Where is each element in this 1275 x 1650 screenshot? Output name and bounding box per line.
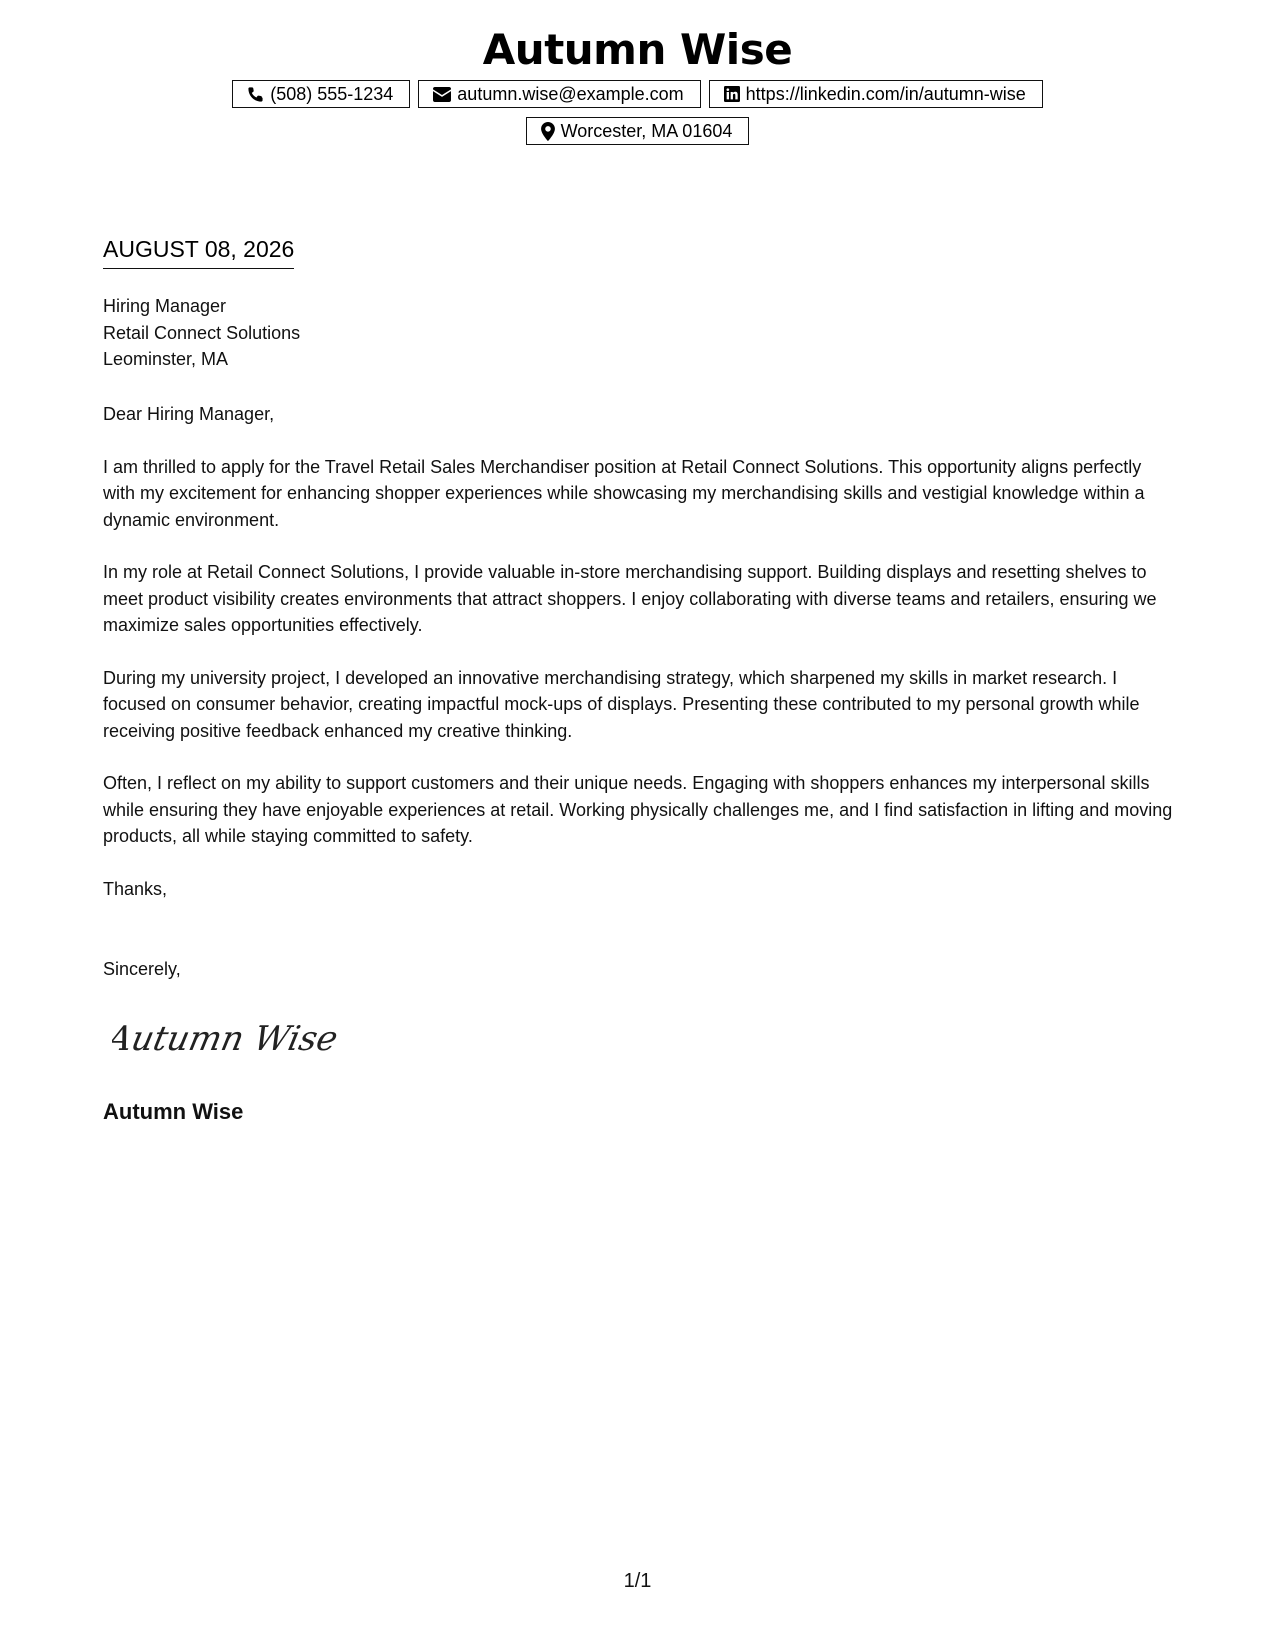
email-contact[interactable] (418, 80, 700, 108)
paragraph-skills: Often, I reflect on my ability to support customers and their unique needs. Engaging with shoppers enhances my interpersonal skills while ensuring they have enjoyable experiences at retail. Working physically challenges me, and I find satisfaction in lifting and moving products, all while staying committed to safety. (103, 773, 1173, 846)
phone-text: (508) 555-1234 (270, 83, 394, 104)
phone-icon (247, 86, 264, 103)
linkedin-text: https://linkedin.com/in/autumn-wise (745, 83, 1026, 104)
paragraph-experience: In my role at Retail Connect Solutions, I provide valuable in-store merchandising support. Building displays and resetting shelves to meet product visibility creates environments that attract shoppers. I enjoy collaborating with diverse teams and retailers, ensuring we maximize sales opportunities effectively. (103, 562, 1157, 635)
recipient-location: Leominster, MA (103, 349, 229, 369)
svg-text:Autumn Wise: Autumn Wise (112, 1019, 342, 1059)
linkedin-contact[interactable] (709, 80, 1043, 108)
envelope-icon (433, 87, 451, 102)
greeting: Dear Hiring Manager, (103, 404, 275, 424)
recipient-block (103, 293, 300, 373)
phone-contact[interactable] (232, 80, 410, 108)
page-indicator: 1/1 (623, 1570, 652, 1592)
contact-row-primary (0, 80, 1275, 108)
linkedin-icon (724, 86, 740, 102)
applicant-name: Autumn Wise (482, 25, 793, 74)
thanks-line: Thanks, (103, 878, 168, 899)
signer-name: Autumn Wise (103, 1099, 244, 1124)
recipient-company: Retail Connect Solutions (103, 322, 301, 343)
handwritten-signature (112, 1008, 352, 1068)
contact-row-secondary (0, 117, 1275, 145)
letter-body (103, 401, 1173, 928)
letter-date: AUGUST 08, 2026 (103, 234, 294, 269)
map-pin-icon (541, 122, 555, 141)
paragraph-intro: I am thrilled to apply for the Travel Retail Sales Merchandiser position at Retail Connect Solutions. This opportunity aligns perfectly with my excitement for enhancing shopper experiences while showcasing my merchandising skills and vestigial knowledge within a dynamic environment. (103, 456, 1145, 530)
sign-off: Sincerely, (103, 959, 181, 979)
location-text: Worcester, MA 01604 (560, 120, 733, 141)
recipient-title: Hiring Manager (103, 296, 227, 316)
paragraph-project: During my university project, I developed an innovative merchandising strategy, which sharpened my skills in market research. I focused on consumer behavior, creating impactful mock-ups of displays. Presenting these contributed to my personal growth while receiving positive feedback enhanced my creative thinking. (103, 667, 1140, 741)
location-contact[interactable] (526, 117, 750, 145)
email-text: autumn.wise@example.com (457, 83, 684, 104)
